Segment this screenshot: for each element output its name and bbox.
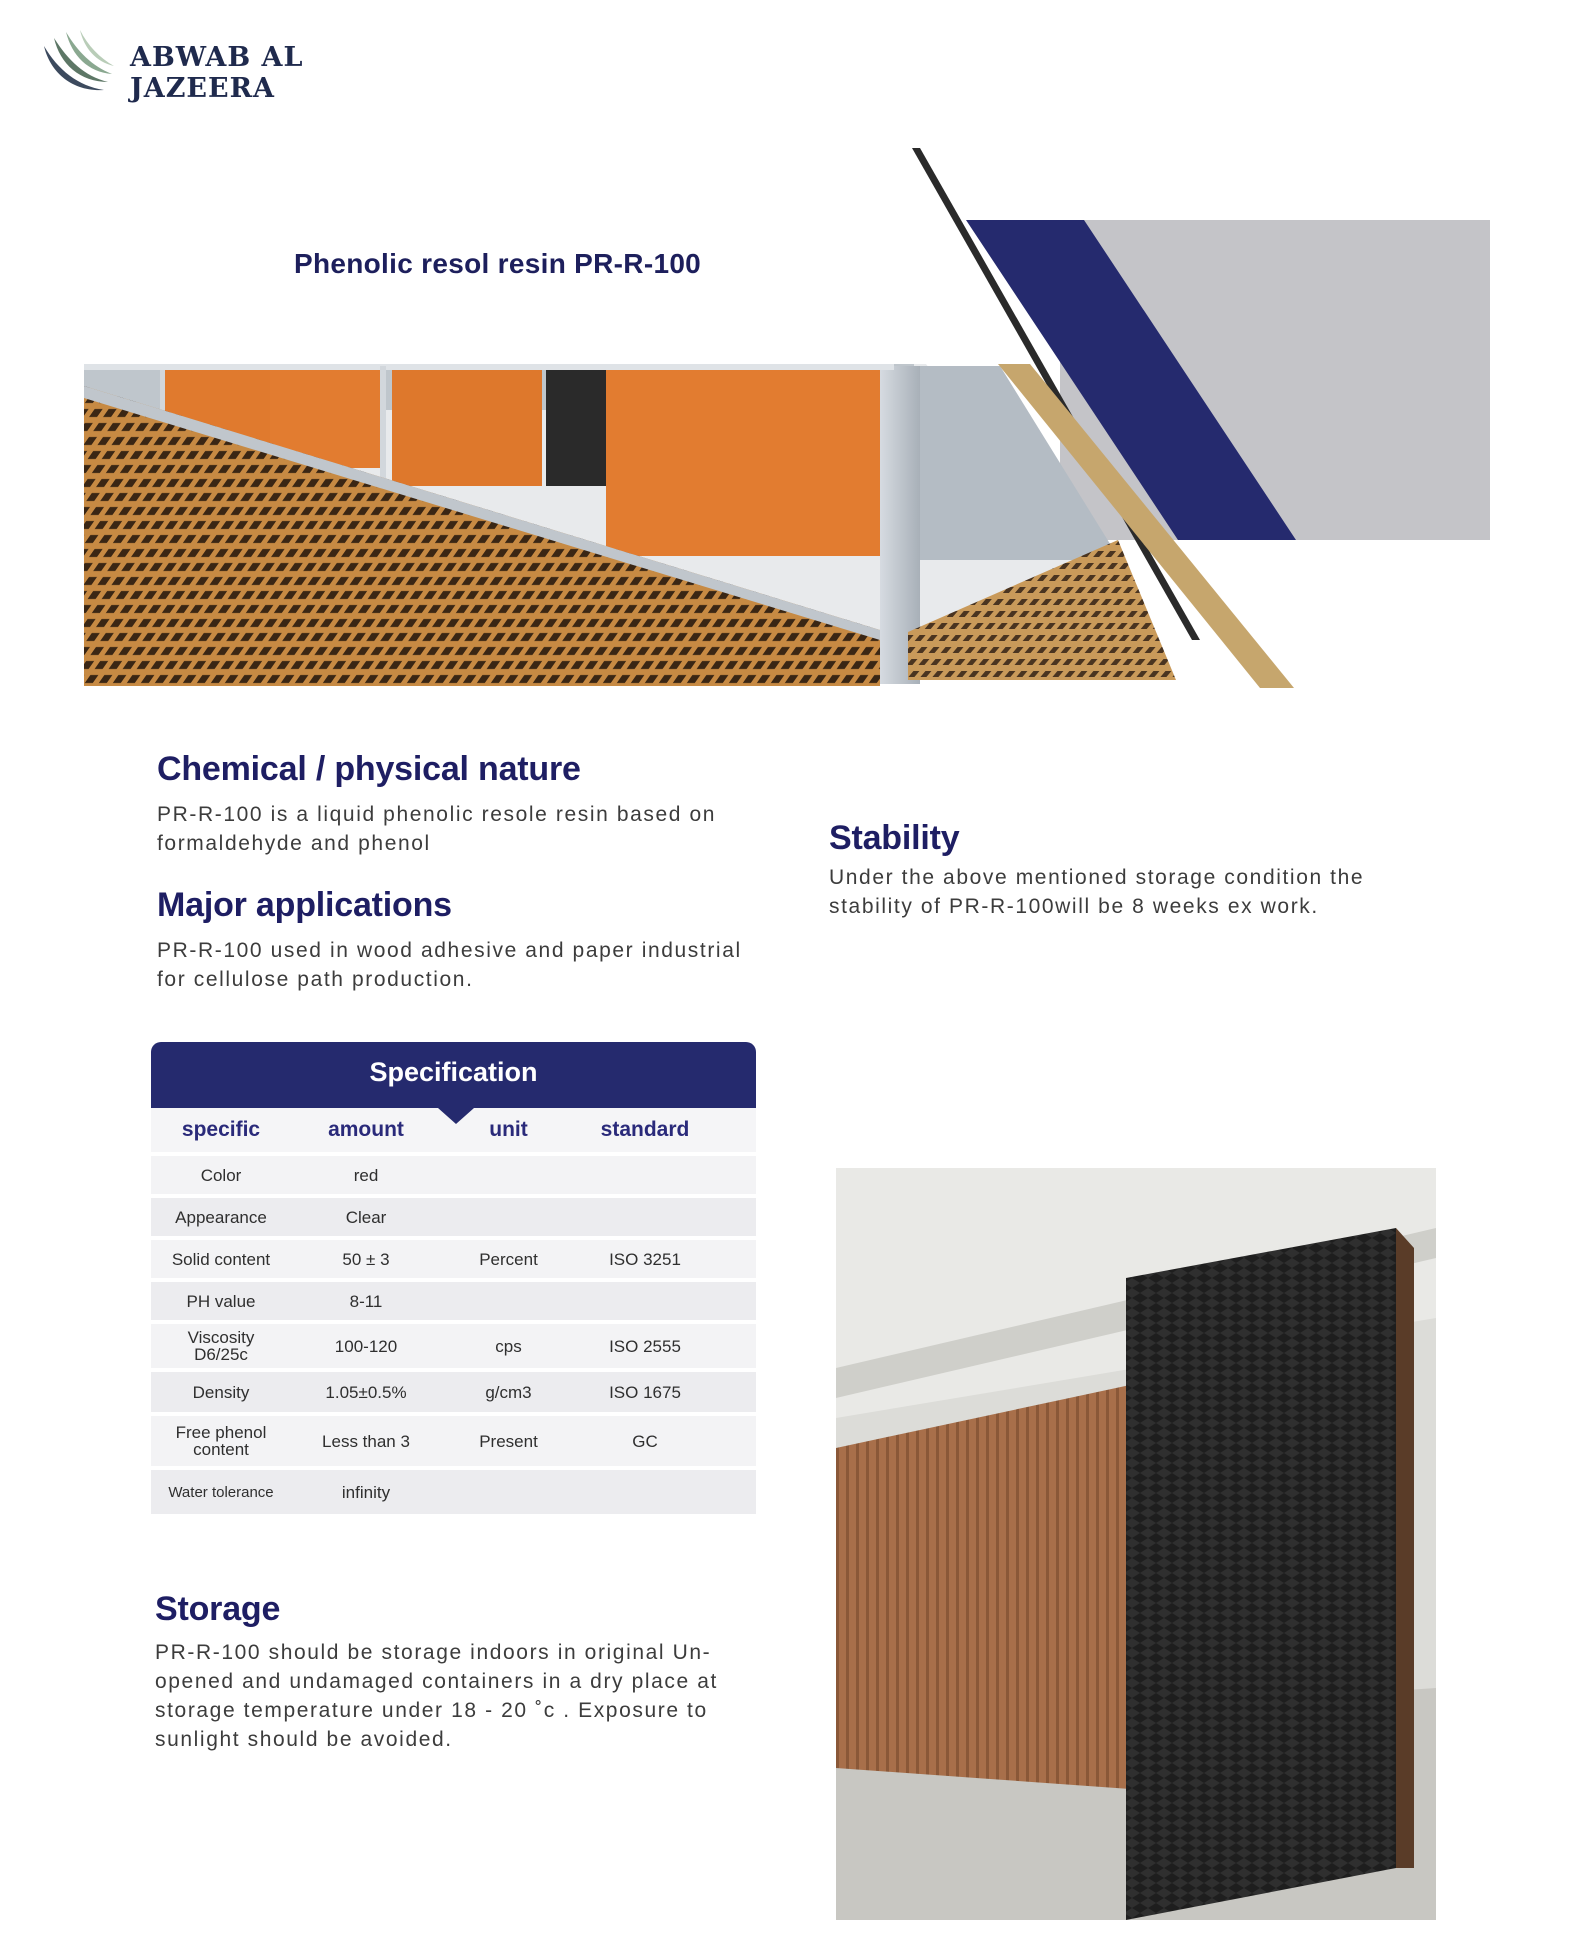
applications-text: PR-R-100 used in wood adhesive and paper industrial for cellulose path production. — [157, 939, 742, 991]
cell-amount: 1.05±0.5% — [325, 1382, 407, 1402]
cell-amount: Clear — [345, 1207, 387, 1227]
stability-text: Under the above mentioned storage condition the stability of PR-R-100will be 8 weeks ex work. — [829, 866, 1365, 918]
cell-amount: red — [353, 1165, 379, 1185]
brand-name: ABWAB AL JAZEERA — [130, 42, 304, 104]
table-row — [151, 1324, 756, 1368]
storage-text: PR-R-100 should be storage indoors in original Un-opened and undamaged containers in a dry place at storage temperature under 18 - 20 ˚c . Exposure to sunlight should be avoided. — [155, 1641, 718, 1751]
storage-heading: Storage — [155, 1590, 281, 1628]
table-row — [151, 1156, 756, 1194]
cell-specific: Density — [192, 1382, 250, 1402]
cell-standard: ISO 3251 — [609, 1249, 681, 1269]
column-header: standard — [600, 1118, 690, 1141]
cell-unit: Percent — [479, 1249, 538, 1269]
specification-title: Specification — [369, 1057, 538, 1087]
table-row — [151, 1372, 756, 1412]
cell-specific: Solid content — [171, 1249, 271, 1269]
hero-title: Phenolic resol resin PR-R-100 — [294, 248, 702, 279]
column-header: amount — [328, 1118, 404, 1141]
specification-table — [151, 1042, 756, 1514]
table-row — [151, 1470, 756, 1514]
hero-graphic — [0, 140, 1576, 700]
table-row — [151, 1282, 756, 1320]
cell-amount: 100-120 — [334, 1336, 398, 1356]
cell-amount: 50 ± 3 — [342, 1249, 390, 1269]
specification-header — [151, 1042, 756, 1108]
table-row — [151, 1198, 756, 1236]
cell-standard: ISO 1675 — [609, 1382, 681, 1402]
cell-unit: cps — [495, 1336, 522, 1356]
cell-specific: Free phenol content — [175, 1423, 267, 1459]
cell-specific: Water tolerance — [168, 1483, 274, 1501]
swoosh-logo-icon — [38, 28, 114, 98]
stability-heading: Stability — [829, 819, 960, 857]
cell-amount: 8-11 — [349, 1291, 383, 1311]
applications-heading: Major applications — [157, 886, 452, 924]
cooling-pad-photo — [836, 1168, 1436, 1920]
cell-unit: g/cm3 — [485, 1382, 532, 1402]
cell-standard: GC — [632, 1431, 658, 1451]
cell-standard: ISO 2555 — [609, 1336, 681, 1356]
header-notch — [438, 1108, 474, 1124]
cell-specific: Viscosity D6/25c — [187, 1328, 255, 1364]
cell-specific: Color — [200, 1165, 242, 1185]
specification-rows — [151, 1156, 756, 1514]
column-header: specific — [181, 1118, 261, 1141]
nature-text: PR-R-100 is a liquid phenolic resole resin based on formaldehyde and phenol — [157, 803, 717, 855]
cell-amount: Less than 3 — [322, 1431, 410, 1451]
nature-heading: Chemical / physical nature — [157, 750, 581, 788]
table-row — [151, 1416, 756, 1466]
cell-unit: Present — [479, 1431, 538, 1451]
column-header: unit — [489, 1118, 528, 1141]
table-row — [151, 1240, 756, 1278]
cell-specific: Appearance — [175, 1207, 267, 1227]
brand-logo — [38, 28, 458, 104]
cell-specific: PH value — [186, 1291, 256, 1311]
cell-amount: infinity — [341, 1482, 391, 1502]
